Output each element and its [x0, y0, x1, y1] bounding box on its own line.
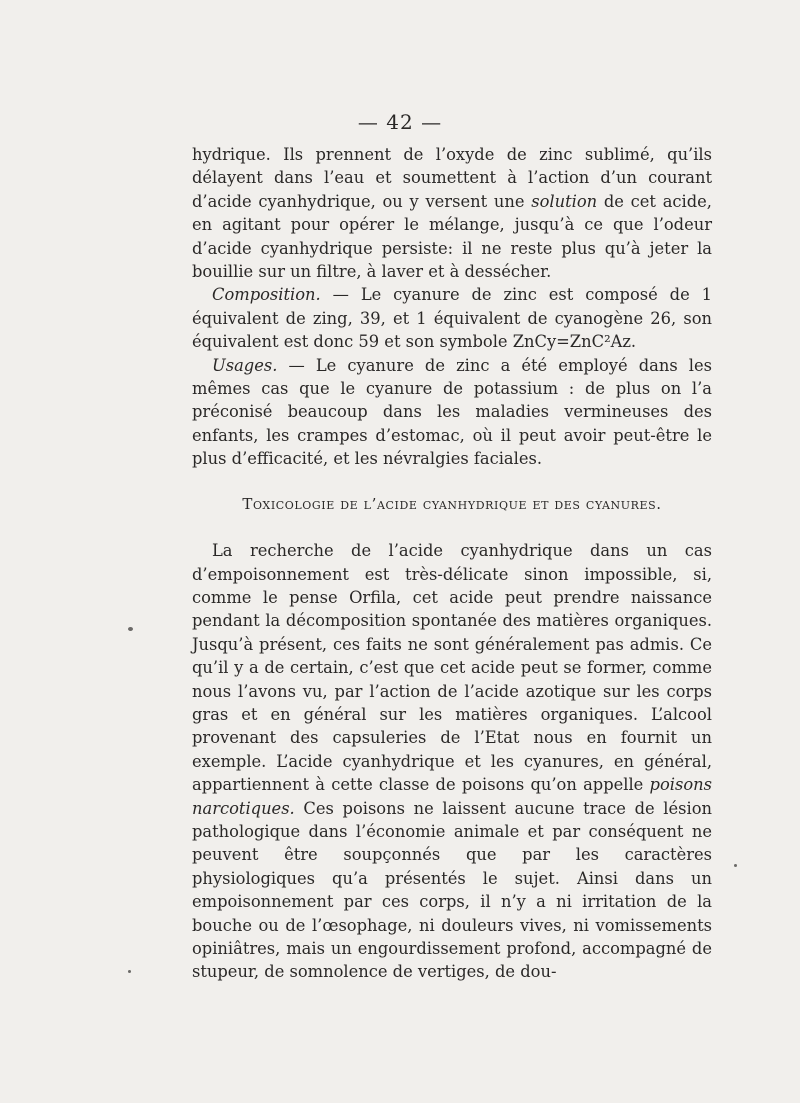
page-number: — 42 —	[357, 110, 443, 134]
paragraph-text: Ces poisons ne laissent aucune trace de lésion pathologique dans l’économie animale et par conséquent ne peuvent être soupçonnés que par les caractères physiologiques qu’a présentés le sujet. Ainsi dans un empoisonnement par ces corps, il n’y a ni irritation de la bouche ou de l’œsophage, ni douleurs vives, ni vomissements opiniâtres, mais un engourdissement profond, accompagné de stupeur, de somnolence de vertiges, de dou-	[192, 798, 712, 982]
italic-term: poisons narcotiques.	[192, 775, 712, 818]
paragraph-toxicology	[192, 539, 712, 984]
paragraph-composition	[192, 283, 712, 353]
ink-spot	[128, 627, 133, 631]
italic-term: solution	[531, 191, 598, 211]
paragraph-text: — Le cyanure de zinc a été employé dans les mêmes cas que le cyanure de potassium : de plus on l’a préconisé beaucoup dans les maladies vermineuses des enfants, les crampes d’estomac, où il peut avoir peut-être le plus d’efficacité, et les névralgies faciales.	[192, 355, 712, 469]
paragraph-text: — Le cyanure de zinc est composé de 1 équivalent de zing, 39, et 1 équivalent de cyanogène 26, son équivalent est donc 59 et son symbole ZnCy=ZnC²Az.	[192, 285, 712, 352]
ink-spot	[128, 970, 131, 973]
paragraph-continuation	[192, 143, 712, 283]
paragraph-text: La recherche de l’acide cyanhydrique dans un cas d’empoisonnement est très-délicate sinon impossible, si, comme le pense Orfila, cet acide peut prendre naissance pendant la décomposition spontanée des matières organiques. Jusqu’à présent, ces faits ne sont généralement pas admis. Ce qu’il y a de certain, c’est que cet acide peut se former, comme nous l’avons vu, par l’action de l’acide azotique sur les corps gras et en général sur les matières organiques. L’alcool provenant des capsuleries de l’Etat nous en fournit un exemple. L’acide cyanhydrique et les cyanures, en général, appartiennent à cette classe de poisons qu’on appelle	[192, 541, 712, 795]
body-text	[192, 143, 712, 984]
paragraph-text: de cet acide, en agitant pour opérer le mélange, jusqu’à ce que l’odeur d’acide cyanhydrique persiste: il ne reste plus qu’à jeter la bouillie sur un filtre, à laver et à dessécher.	[192, 191, 712, 282]
ink-spot	[734, 864, 737, 867]
usages-label: Usages.	[212, 355, 278, 375]
composition-label: Composition.	[212, 285, 321, 305]
section-heading	[192, 493, 712, 517]
paragraph-usages	[192, 354, 712, 471]
section-heading-text: Toxicologie de l’acide cyanhydrique et des cyanures.	[242, 494, 662, 513]
paragraph-text: hydrique. Ils prennent de l’oxyde de zinc sublimé, qu’ils délayent dans l’eau et soumettent à l’action d’un courant d’acide cyanhydrique, ou y versent une	[192, 145, 712, 211]
